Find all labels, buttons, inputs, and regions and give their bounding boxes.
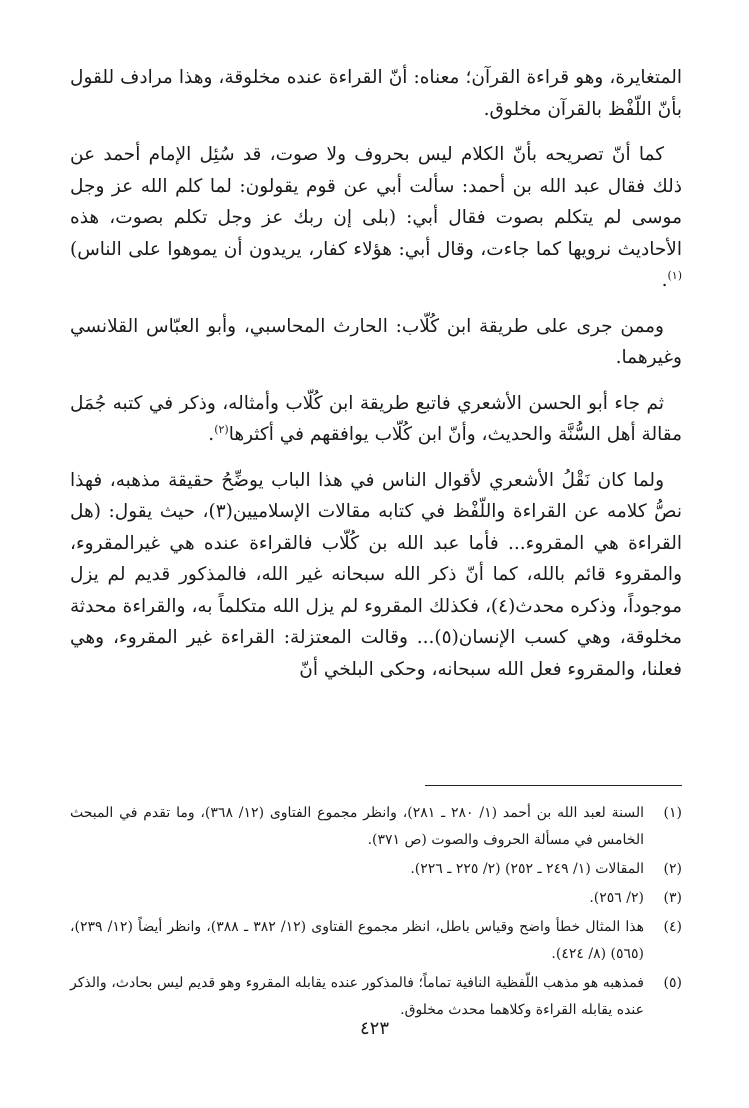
paragraph-1 [70, 62, 682, 125]
footnote-text: المقالات (١/ ٢٤٩ ـ ٢٥٢) (٢/ ٢٢٥ ـ ٢٢٦). [410, 861, 644, 877]
footnote-text: السنة لعبد الله بن أحمد (١/ ٢٨٠ ـ ٢٨١)، وانظر مجموع الفتاوى (١٢/ ٣٦٨)، وما تقدم في المبحث الخامس في مسألة الحروف والصوت (ص ٣٧١). [70, 805, 645, 848]
paragraph-4 [70, 388, 682, 451]
footnotes [70, 800, 682, 1026]
footnote-2 [70, 856, 682, 883]
paragraph-3 [70, 311, 682, 374]
footnote-text: فمذهبه هو مذهب اللّفظية النافية تماماً؛ فالمذكور عنده يقابله المقروء وهو قديم ليس بحادث، والذكر عنده يقابله القراءة وكلاهما محدث مخلوق. [70, 975, 644, 1018]
footnote-1 [70, 800, 682, 854]
paragraph-3-text: وممن جرى على طريقة ابن كُلّاب: الحارث المحاسبي، وأبو العبّاس القلانسي وغيرهما. [70, 315, 682, 368]
footnote-number: (١) [663, 805, 682, 821]
paragraph-5 [70, 465, 682, 686]
main-text [70, 62, 682, 699]
page-number: ٤٢٣ [359, 1018, 389, 1039]
footnote-4 [70, 914, 682, 968]
paragraph-2 [70, 139, 682, 297]
footnote-ref-1[interactable]: (١) [667, 268, 682, 282]
paragraph-4-text: ثم جاء أبو الحسن الأشعري فاتبع طريقة ابن كُلّاب وأمثاله، وذكر في كتبه جُمَل مقالة أهل السُّنَّة والحديث، وأنّ ابن كُلّاب يوافقهم في أكثرها [70, 392, 682, 445]
footnote-number: (٣) [663, 890, 682, 906]
footnote-3 [70, 885, 682, 912]
paragraph-4-end: . [208, 424, 215, 445]
footnote-ref-2[interactable]: (٢) [214, 422, 229, 436]
footnote-text: (٢/ ٢٥٦). [589, 890, 644, 906]
paragraph-5-text: ولما كان نَقْلُ الأشعري لأقوال الناس في هذا الباب يوضِّحُ حقيقة مذهبه، فهذا نصُّ كلامه عن القراءة واللّفْظ في كتابه مقالات الإسلاميين(٣)، حيث يقول: (هل القراءة هي المقروء... فأما عبد الله بن كُلّاب فالقراءة عنده هي غيرالمقروء، والمقروء قائم بالله، كما أنّ ذكر الله سبحانه غير الله، فالمذكور قديم لم يزل موجوداً، وذكره محدث(٤)، فكذلك المقروء لم يزل الله متكلماً به، والقراءة محدثة مخلوقة، وهي كسب الإنسان(٥)... وقالت المعتزلة: القراءة غير المقروء، وهي فعلنا، والمقروء فعل الله سبحانه، وحكى البلخي أنّ [70, 469, 682, 680]
paragraph-1-text: المتغايرة، وهو قراءة القرآن؛ معناه: أنّ القراءة عنده مخلوقة، وهذا مرادف للقول بأنّ اللّفْظ بالقرآن مخلوق. [70, 67, 682, 120]
footnote-divider [425, 785, 682, 786]
paragraph-2-text: كما أنّ تصريحه بأنّ الكلام ليس بحروف ولا صوت، قد سُئِل الإمام أحمد عن ذلك فقال عبد الله بن أحمد: سألت أبي عن قوم يقولون: لما كلم الله عز وجل موسى لم يتكلم بصوت فقال أبي: (بلى إن ربك عز وجل تكلم بصوت، هذه الأحاديث نرويها كما جاءت، وقال أبي: هؤلاء كفار، يريدون أن يموهوا على الناس) [70, 144, 682, 260]
paragraph-2-end: . [661, 270, 668, 291]
footnote-number: (٥) [663, 975, 682, 991]
footnote-text: هذا المثال خطأ واضح وقياس باطل، انظر مجموع الفتاوى (١٢/ ٣٨٢ ـ ٣٨٨)، وانظر أيضاً (١٢/ ٢٣٩)، (٥٦٥) (٨/ ٤٢٤). [70, 919, 644, 962]
footnote-5 [70, 970, 682, 1024]
footnote-number: (٢) [663, 861, 682, 877]
footnote-number: (٤) [663, 919, 682, 935]
